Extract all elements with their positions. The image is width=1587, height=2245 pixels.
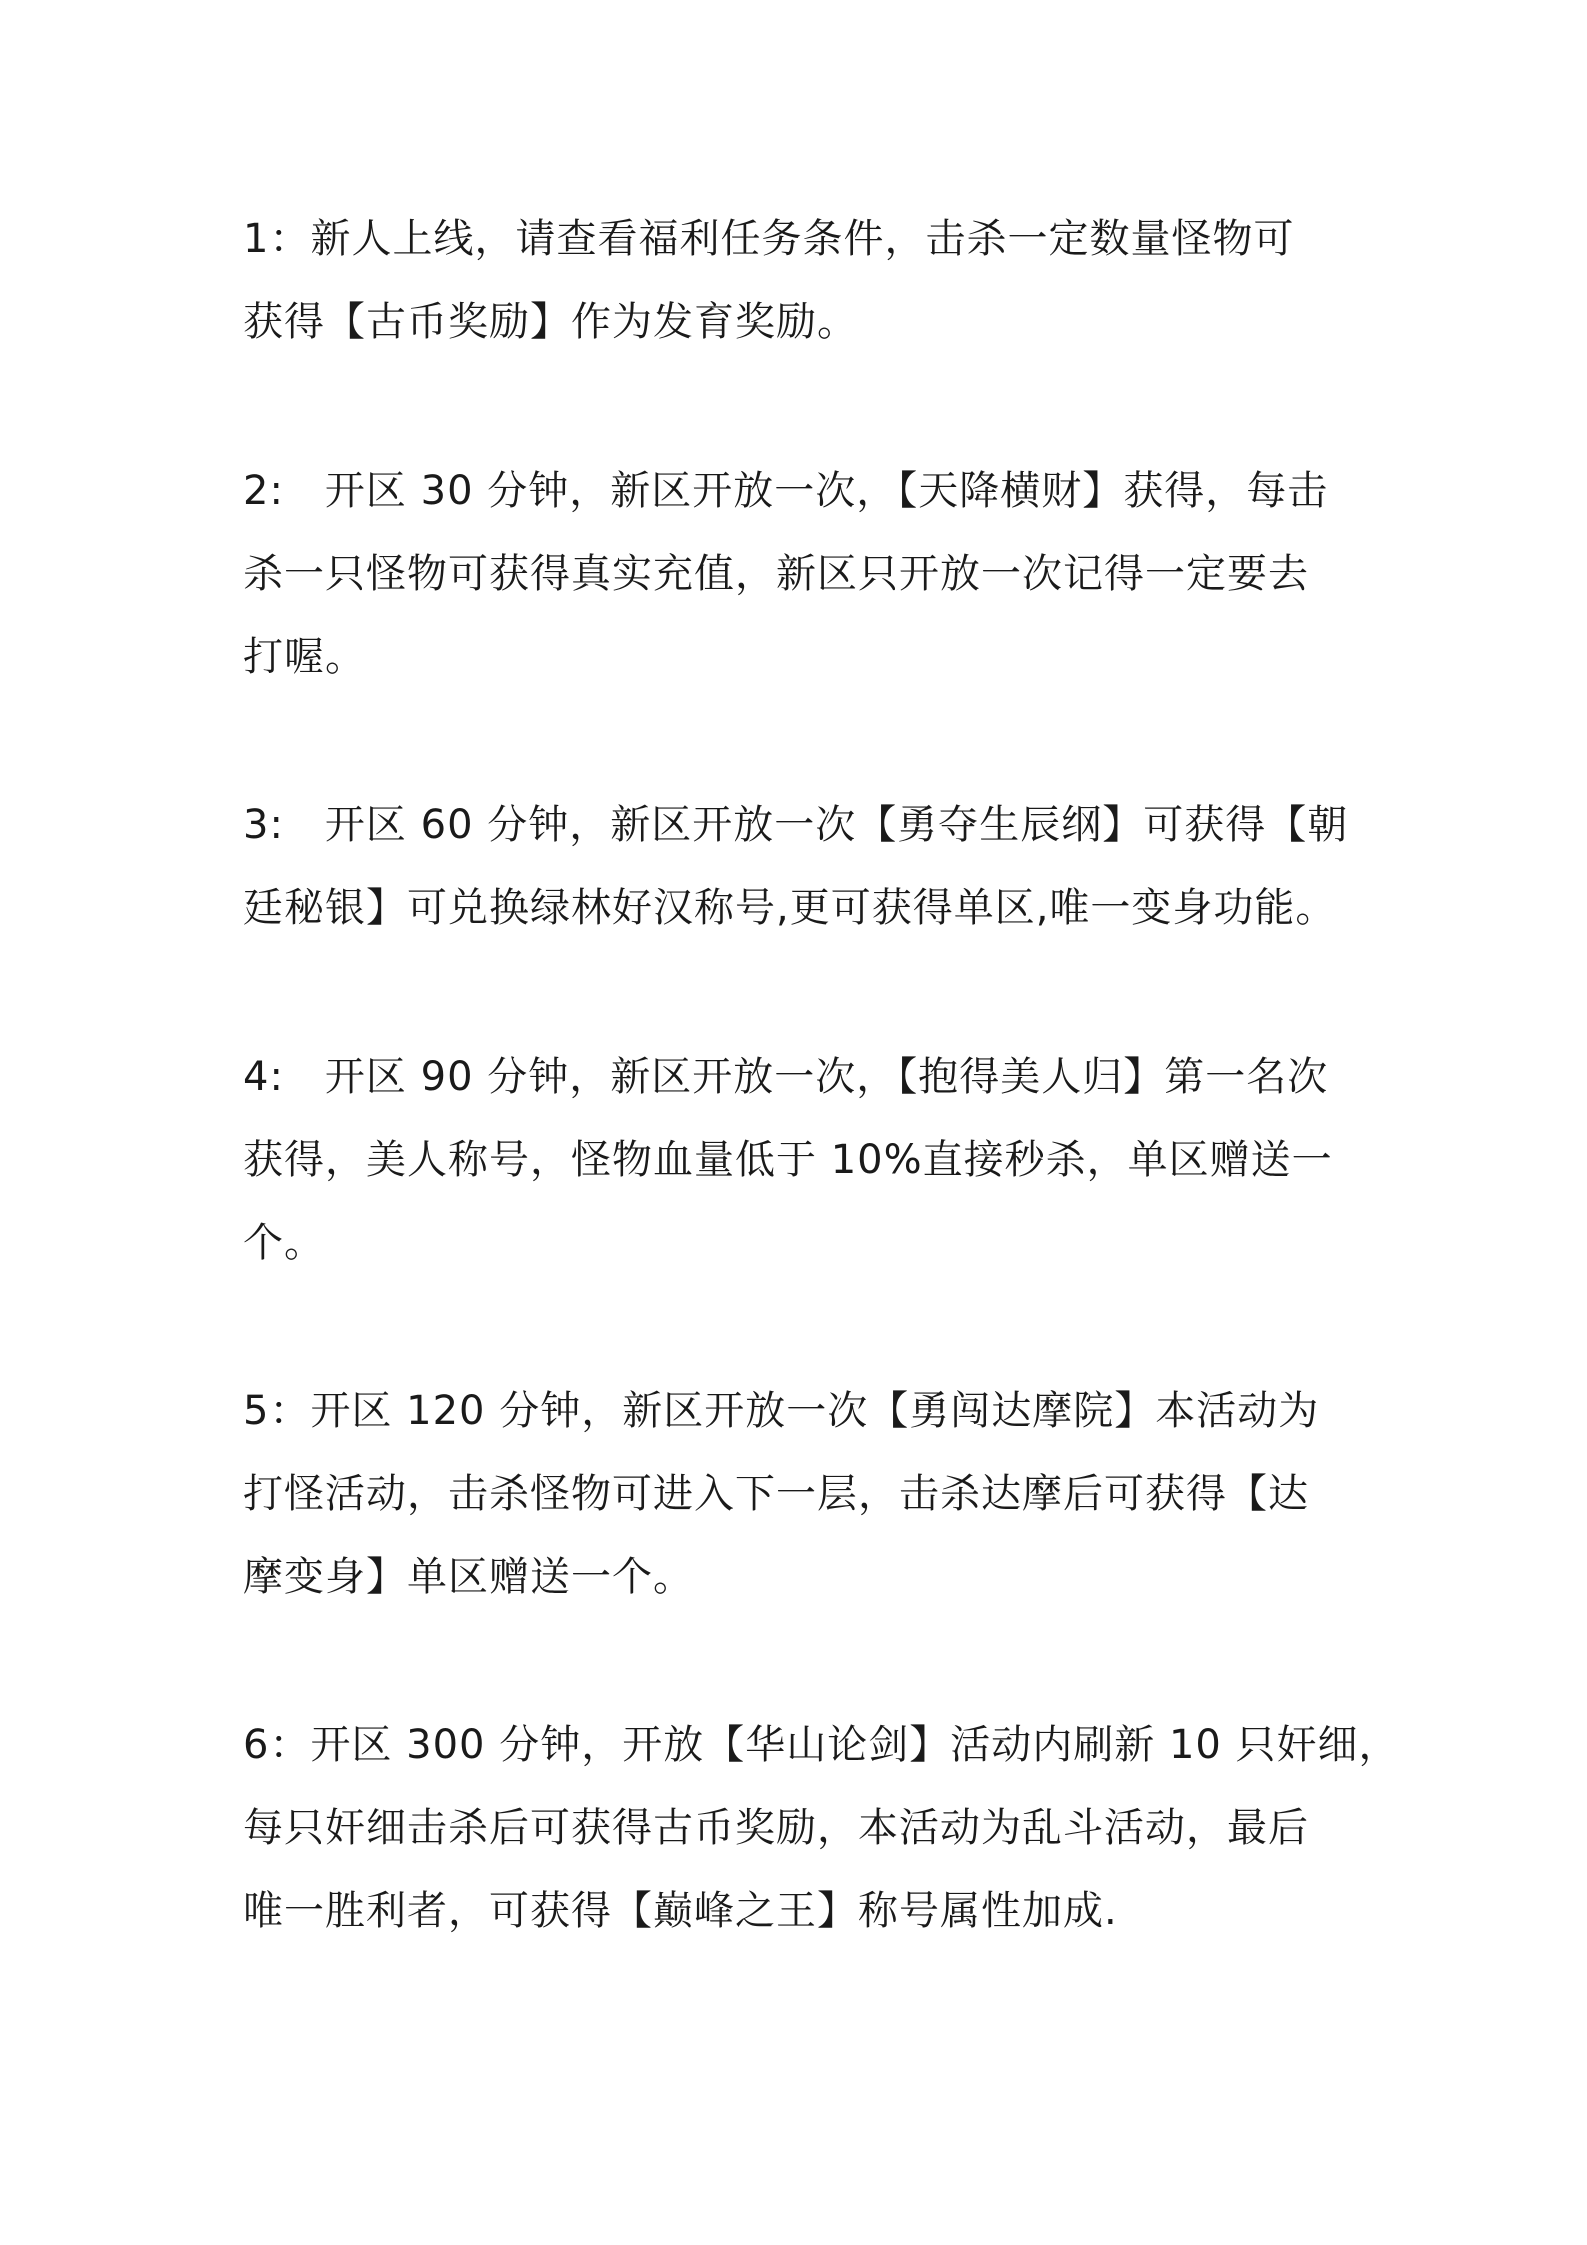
paragraph-line: 获得【古币奖励】作为发育奖励。 bbox=[243, 299, 858, 345]
paragraph-line: 打怪活动，击杀怪物可进入下一层，击杀达摩后可获得【达 bbox=[243, 1471, 1309, 1517]
paragraph-line: 打喔。 bbox=[243, 634, 366, 680]
paragraph-line: 唯一胜利者，可获得【巅峰之王】称号属性加成. bbox=[243, 1888, 1118, 1934]
paragraph-line: 4: 开区 90 分钟，新区开放一次，【抱得美人归】第一名次 bbox=[243, 1054, 1329, 1100]
paragraph-line: 2: 开区 30 分钟，新区开放一次，【天降横财】获得，每击 bbox=[243, 468, 1329, 514]
paragraph-line: 6：开区 300 分钟，开放【华山论剑】活动内刷新 10 只奸细， bbox=[243, 1722, 1400, 1768]
paragraph-3 bbox=[243, 784, 1358, 950]
paragraph-line: 每只奸细击杀后可获得古币奖励，本活动为乱斗活动，最后 bbox=[243, 1805, 1309, 1851]
paragraph-line: 3: 开区 60 分钟，新区开放一次【勇夺生辰纲】可获得【朝 bbox=[243, 802, 1349, 848]
document-body bbox=[243, 198, 1400, 2038]
paragraph-line: 获得，美人称号，怪物血量低于 10%直接秒杀，单区赠送一 bbox=[243, 1137, 1333, 1183]
paragraph-line: 杀一只怪物可获得真实充值，新区只开放一次记得一定要去 bbox=[243, 551, 1309, 597]
paragraph-4 bbox=[243, 1036, 1358, 1285]
paragraph-6 bbox=[243, 1704, 1400, 1953]
paragraph-line: 摩变身】单区赠送一个。 bbox=[243, 1554, 694, 1600]
paragraph-2 bbox=[243, 450, 1358, 699]
paragraph-5 bbox=[243, 1370, 1358, 1619]
paragraph-line: 廷秘银】可兑换绿林好汉称号,更可获得单区,唯一变身功能。 bbox=[243, 885, 1337, 931]
paragraph-line: 个。 bbox=[243, 1220, 325, 1266]
paragraph-line: 5：开区 120 分钟，新区开放一次【勇闯达摩院】本活动为 bbox=[243, 1388, 1320, 1434]
paragraph-line: 1：新人上线，请查看福利任务条件，击杀一定数量怪物可 bbox=[243, 216, 1295, 262]
paragraph-1 bbox=[243, 198, 1358, 364]
